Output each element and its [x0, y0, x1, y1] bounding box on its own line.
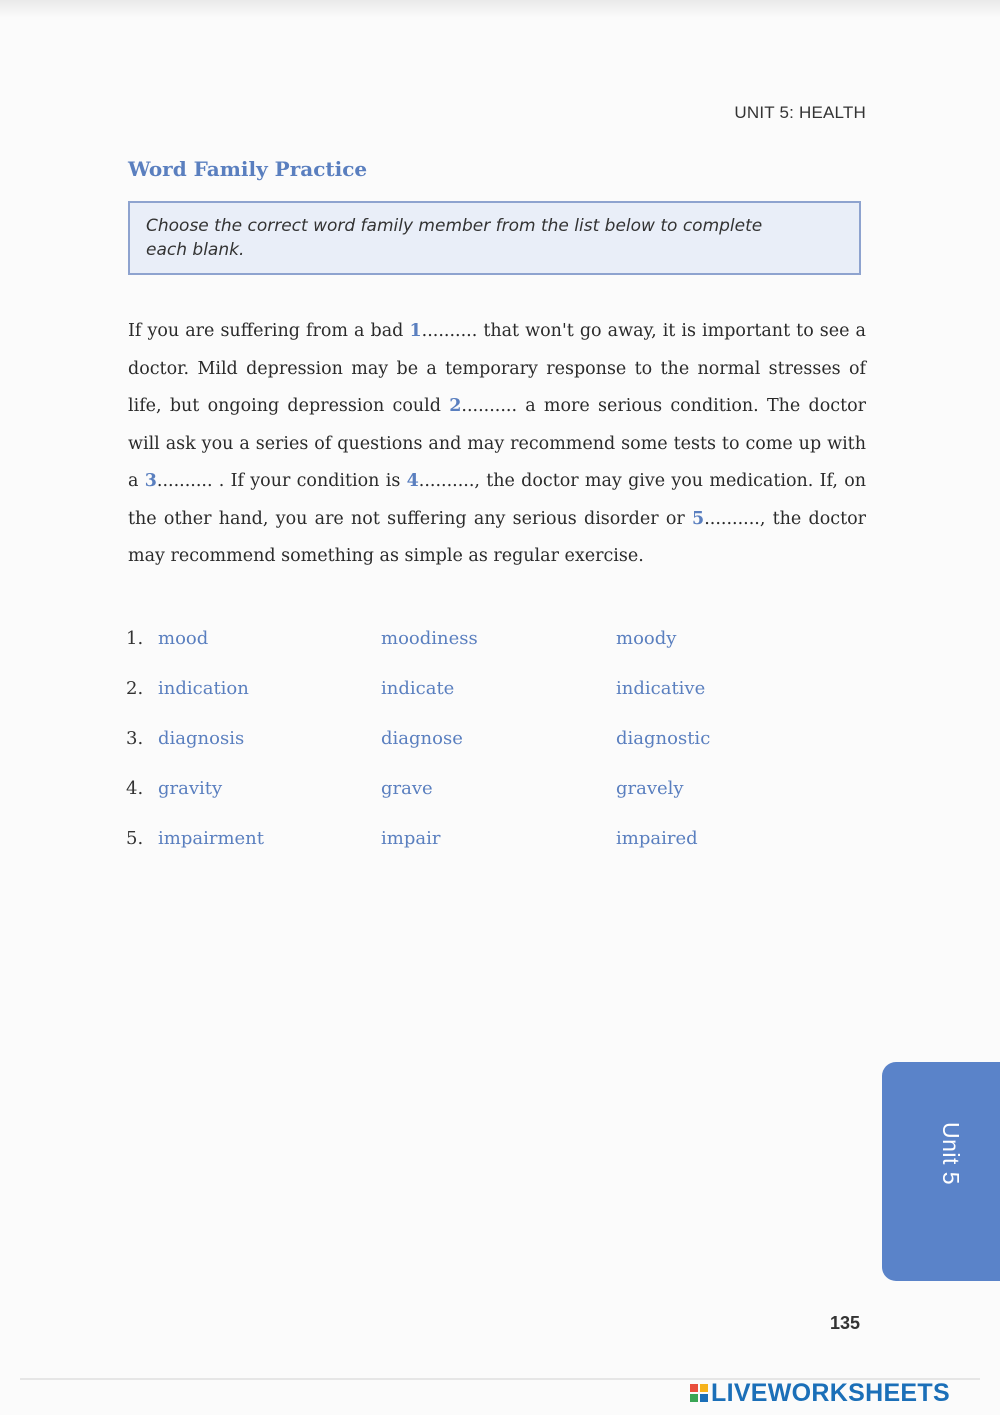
- option-number: 2.: [126, 678, 144, 699]
- blank-number-4: 4: [406, 471, 419, 491]
- option-word-3[interactable]: moody: [616, 628, 677, 649]
- option-number: 4.: [126, 778, 144, 799]
- option-word-1[interactable]: impairment: [158, 828, 264, 849]
- blank-number-3: 3: [144, 471, 157, 491]
- unit-header: UNIT 5: HEALTH: [734, 103, 866, 122]
- passage-text: .........., the doctor may give you medication. If, on the other hand, you are not suffering any serious disorder or: [128, 471, 867, 529]
- passage-text: .........., the doctor may recommend something as simple as regular exercise.: [128, 508, 866, 566]
- passage-text: .......... . If your condition is: [156, 471, 407, 491]
- option-row-4: [126, 778, 866, 828]
- blank-number-5: 5: [692, 508, 705, 529]
- instruction-text: Choose the correct word family member from the list below to complete each blank.: [146, 216, 763, 260]
- liveworksheets-brand: LIVEWORKSHEETS: [711, 1378, 950, 1407]
- option-word-1[interactable]: diagnosis: [158, 728, 245, 749]
- option-word-3[interactable]: diagnostic: [616, 728, 711, 749]
- option-word-2[interactable]: indicate: [381, 678, 455, 699]
- option-row-3: [126, 728, 866, 778]
- page-number: 135: [830, 1313, 861, 1333]
- option-word-2[interactable]: grave: [381, 778, 433, 799]
- option-word-3[interactable]: impaired: [616, 828, 698, 849]
- blank-number-2: 2: [449, 396, 462, 416]
- unit-side-tab: [882, 1062, 1000, 1281]
- option-word-3[interactable]: indicative: [616, 678, 706, 699]
- option-row-1: [126, 628, 866, 678]
- instruction-box: [128, 201, 861, 275]
- option-word-3[interactable]: gravely: [616, 778, 684, 799]
- option-row-5: [126, 828, 866, 878]
- option-word-2[interactable]: impair: [381, 828, 441, 849]
- section-title: Word Family Practice: [128, 157, 368, 181]
- option-number: 5.: [126, 828, 144, 849]
- option-word-1[interactable]: mood: [158, 628, 209, 649]
- option-row-2: [126, 678, 866, 728]
- option-word-2[interactable]: moodiness: [381, 628, 478, 649]
- option-word-1[interactable]: indication: [158, 678, 249, 699]
- page-top-shade: [0, 0, 1000, 18]
- liveworksheets-logo: [690, 1378, 950, 1408]
- passage-text: .......... a more serious condition. The doctor will ask you a series of questions and may recommend some tests to come up with a: [128, 396, 867, 491]
- blank-number-1: 1: [409, 321, 422, 341]
- side-tab-label: Unit 5: [938, 1122, 964, 1186]
- passage-paragraph: [128, 313, 866, 576]
- word-options-list: [126, 628, 866, 878]
- option-word-1[interactable]: gravity: [158, 778, 223, 799]
- option-number: 3.: [126, 728, 144, 749]
- passage-text: .......... that won't go away, it is important to see a doctor. Mild depression may be a temporary response to the normal stresses of life, but ongoing depression could: [128, 321, 866, 416]
- passage-text: If you are suffering from a bad: [128, 321, 410, 341]
- option-word-2[interactable]: diagnose: [381, 728, 463, 749]
- liveworksheets-grid-icon: [690, 1384, 708, 1402]
- option-number: 1.: [126, 628, 144, 649]
